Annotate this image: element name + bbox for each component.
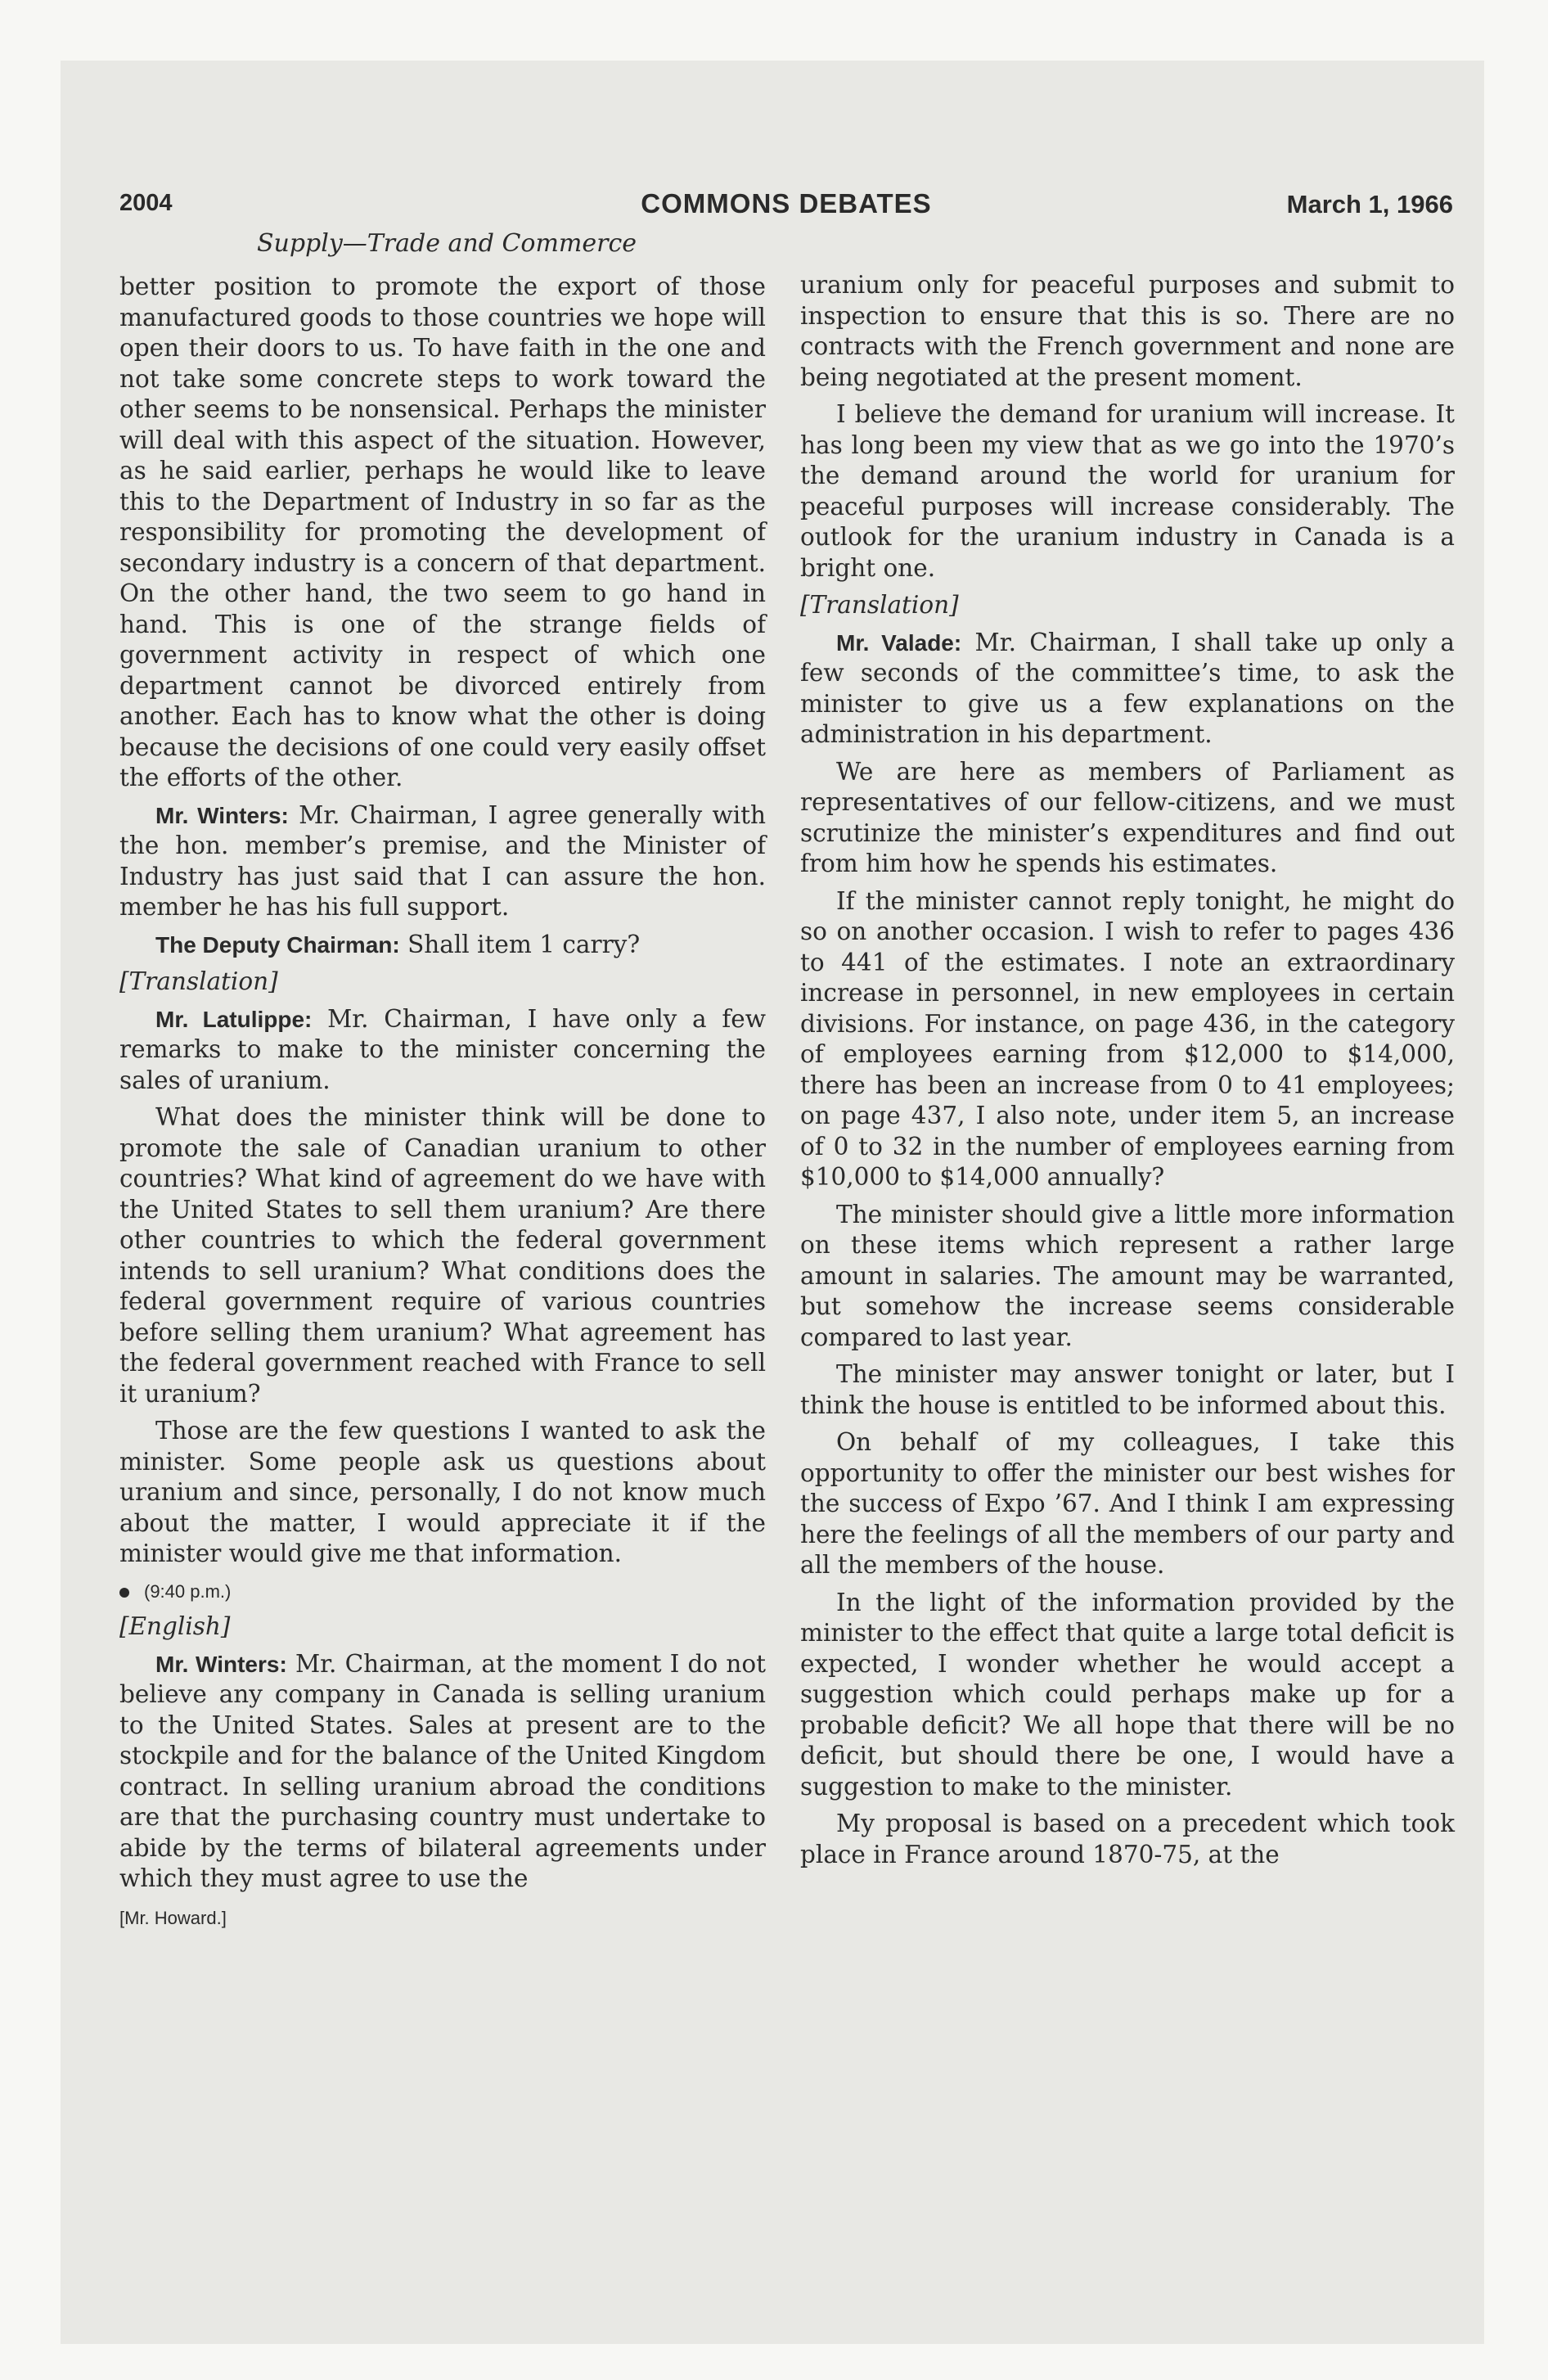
paragraph xyxy=(119,1004,766,1097)
speech-text: Mr. Chairman, I have only a few remarks to make to the minister concerning the sales of uranium. xyxy=(119,1004,767,1094)
speaker-name: Mr. Winters: xyxy=(155,1651,287,1677)
paragraph xyxy=(119,1649,766,1895)
paragraph xyxy=(119,930,766,961)
speaker-name: Mr. Winters: xyxy=(155,802,289,828)
bullet-icon xyxy=(119,1588,129,1598)
paragraph: On behalf of my colleagues, I take this opportunity to offer the minister our best wishes for the success of Expo ’67. And I think I am expressing here the feelings of all the members of our party and all the members of the house. xyxy=(800,1428,1455,1579)
time-text: (9:40 p.m.) xyxy=(144,1580,232,1602)
speech-text: Shall item 1 carry? xyxy=(399,930,641,958)
language-marker: [Translation] xyxy=(119,967,278,995)
paragraph: What does the minister think will be done to promote the sale of Canadian uranium to other countries? What kind of agreement do we have with the United States to sell them uranium? Are there other countries to which the federal government intends to sell uranium? What conditions does the federal government require of various countries before selling them uranium? What agreement has the federal government reached with France to sell it uranium? xyxy=(119,1103,766,1408)
paragraph: The minister may answer tonight or later, but I think the house is entitled to be informed about this. xyxy=(800,1360,1455,1419)
language-marker: [Translation] xyxy=(800,591,959,619)
paragraph: better position to promote the export of those manufactured goods to those countries we hope will open their doors to us. To have faith in the one and not take some concrete steps to work toward the other seems to be nonsensical. Perhaps the minister will deal with this aspect of the situation. However, as he said earlier, perhaps he would like to leave this to the Department of Industry in so far as the responsibility for promoting the development of secondary industry is a concern of that department. On the other hand, the two seem to go hand in hand. This is one of the strange fields of government activity in respect of which one department cannot be divorced entirely from another. Each has to know what the other is doing because the decisions of one could very easily offset the efforts of the other. xyxy=(119,273,766,791)
page-footer-speaker: [Mr. Howard.] xyxy=(119,1907,227,1928)
publication-title: COMMONS DEBATES xyxy=(641,188,932,219)
section-subheading: Supply—Trade and Commerce xyxy=(256,229,637,258)
speaker-name: Mr. Valade: xyxy=(836,629,962,656)
hansard-page xyxy=(119,188,1461,2185)
left-column xyxy=(119,272,766,1933)
paragraph xyxy=(119,800,766,923)
page-date: March 1, 1966 xyxy=(1286,190,1453,219)
paragraph: We are here as members of Parliament as representatives of our fellow-citizens, and we must scrutinize the minister’s expenditures and find out from him how he spends his estimates. xyxy=(800,757,1455,877)
time-stamp xyxy=(119,1576,766,1607)
language-marker: [English] xyxy=(119,1612,231,1640)
page-header xyxy=(119,188,1453,224)
speaker-name: Mr. Latulippe: xyxy=(155,1006,313,1032)
paragraph: uranium only for peaceful purposes and submit to inspection to ensure that this is so. There are no contracts with the French government and none are being negotiated at the present moment. xyxy=(800,271,1455,391)
paragraph: Those are the few questions I wanted to ask the minister. Some people ask us questions about uranium and since, personally, I do not know much about the matter, I would appreciate it if the minister would give me that information. xyxy=(119,1417,766,1567)
speech-text: Mr. Chairman, I shall take up only a few seconds of the committee’s time, to ask the minister to give us a few explanations on the administration in his department. xyxy=(800,628,1456,748)
speech-text: Mr. Chairman, at the moment I do not believe any company in Canada is selling uranium to the United States. Sales at present are to the stockpile and for the balance of the United Kingdom contract. In selling uranium abroad the conditions are that the purchasing country must undertake to abide by the terms of bilateral agreements under which they must agree to use the xyxy=(119,1649,766,1892)
paragraph: If the minister cannot reply tonight, he might do so on another occasion. I wish to refer to pages 436 to 441 of the estimates. I note an extraordinary increase in personnel, in new employees in certain divisions. For instance, on page 436, in the category of employees earning from $12,000 to $14,000, there has been an increase from 0 to 41 employees; on page 437, I also note, under item 5, an increase of 0 to 32 in the number of employees earning from $10,000 to $14,000 annually? xyxy=(800,886,1455,1191)
paragraph: My proposal is based on a precedent which took place in France around 1870-75, at the xyxy=(800,1810,1455,1868)
speech-text: Mr. Chairman, I agree generally with the hon. member’s premise, and the Minister of Industry has just said that I can assure the hon. member he has his full support. xyxy=(119,800,766,921)
paragraph xyxy=(800,628,1455,751)
paragraph: In the light of the information provided by the minister to the effect that quite a large total deficit is expected, I wonder whether he would accept a suggestion which could perhaps make up for a probable deficit? We all hope that there will be no deficit, but should there be one, I would have a suggestion to make to the minister. xyxy=(800,1588,1455,1801)
paragraph: I believe the demand for uranium will increase. It has long been my view that as we go into the 1970’s the demand around the world for uranium for peaceful purposes will increase considerably. The outlook for the uranium industry in Canada is a bright one. xyxy=(800,400,1455,582)
right-column xyxy=(800,270,1455,1877)
paragraph: The minister should give a little more information on these items which represent a rather large amount in salaries. The amount may be warranted, but somehow the increase seems considerable compared to last year. xyxy=(800,1200,1455,1351)
page-number: 2004 xyxy=(119,190,173,216)
speaker-name: The Deputy Chairman: xyxy=(155,931,400,958)
